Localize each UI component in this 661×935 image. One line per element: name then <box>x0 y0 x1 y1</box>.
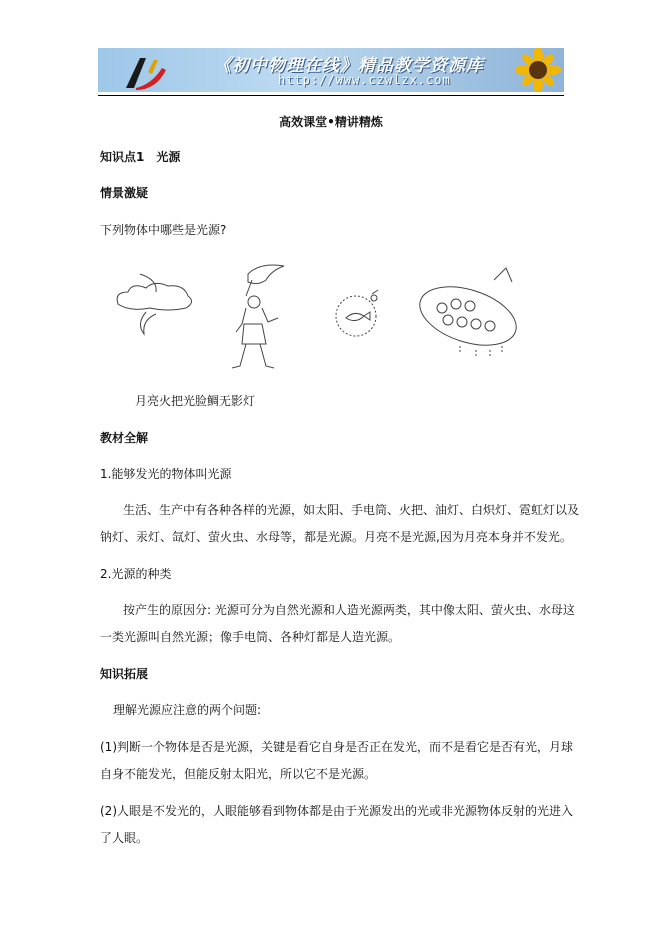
subheading-extension: 知识拓展 <box>100 667 149 681</box>
banner-url: http://www.czwlzx.com <box>278 73 451 87</box>
paragraph-2-line-1: 按产生的原因分: 光源可分为自然光源和人造光源两类，其中像太阳、萤火虫、水母这 <box>123 603 575 617</box>
torch-figure-icon <box>232 265 284 368</box>
paragraph-1-line-1: 生活、生产中有各种各样的光源，如太阳、手电筒、火把、油灯、白炽灯、霓虹灯以及 <box>123 503 580 517</box>
paragraph-4-line-1: (1)判断一个物体是否是光源，关键是看它自身是否正在发光，而不是看它是否有光，月球 <box>100 740 574 754</box>
paragraph-5-line-1: (2)人眼是不发光的，人眼能够看到物体都是由于光源发出的光或非光源物体反射的光进入 <box>100 804 574 818</box>
paragraph-5-line-2: 了人眼。 <box>100 831 149 845</box>
fish-icon <box>336 290 378 336</box>
banner-title: 《初中物理在线》精品教学资源库 <box>214 56 484 76</box>
light-source-illustrations <box>98 262 564 374</box>
sunflower-icon <box>502 48 562 92</box>
subheading-textbook: 教材全解 <box>100 431 149 445</box>
paragraph-1-line-2: 钠灯、汞灯、氙灯、萤火虫、水母等，都是光源。月亮不是光源,因为月亮本身并不发光。 <box>100 530 572 544</box>
paragraph-4-line-2: 自身不能发光，但能反射太阳光，所以它不是光源。 <box>100 767 377 781</box>
item-2: 2.光源的种类 <box>100 567 172 581</box>
header-banner <box>98 48 564 92</box>
header-rule <box>98 95 564 96</box>
surgical-lamp-icon <box>412 268 523 356</box>
section-heading: 知识点1 光源 <box>100 150 181 164</box>
paragraph-3: 理解光源应注意的两个问题: <box>113 703 262 717</box>
image-caption: 月亮火把光脸鲷无影灯 <box>135 394 256 408</box>
paragraph-2-line-2: 一类光源叫自然光源；像手电筒、各种灯都是人造光源。 <box>100 630 401 644</box>
page-title: 高效课堂•精讲精炼 <box>279 115 383 129</box>
question-text: 下列物体中哪些是光源? <box>100 223 227 237</box>
item-1: 1.能够发光的物体叫光源 <box>100 467 232 481</box>
subheading-scenario: 情景激疑 <box>100 186 149 200</box>
moon-cloud-icon <box>117 274 191 334</box>
logo-icon <box>122 54 168 90</box>
